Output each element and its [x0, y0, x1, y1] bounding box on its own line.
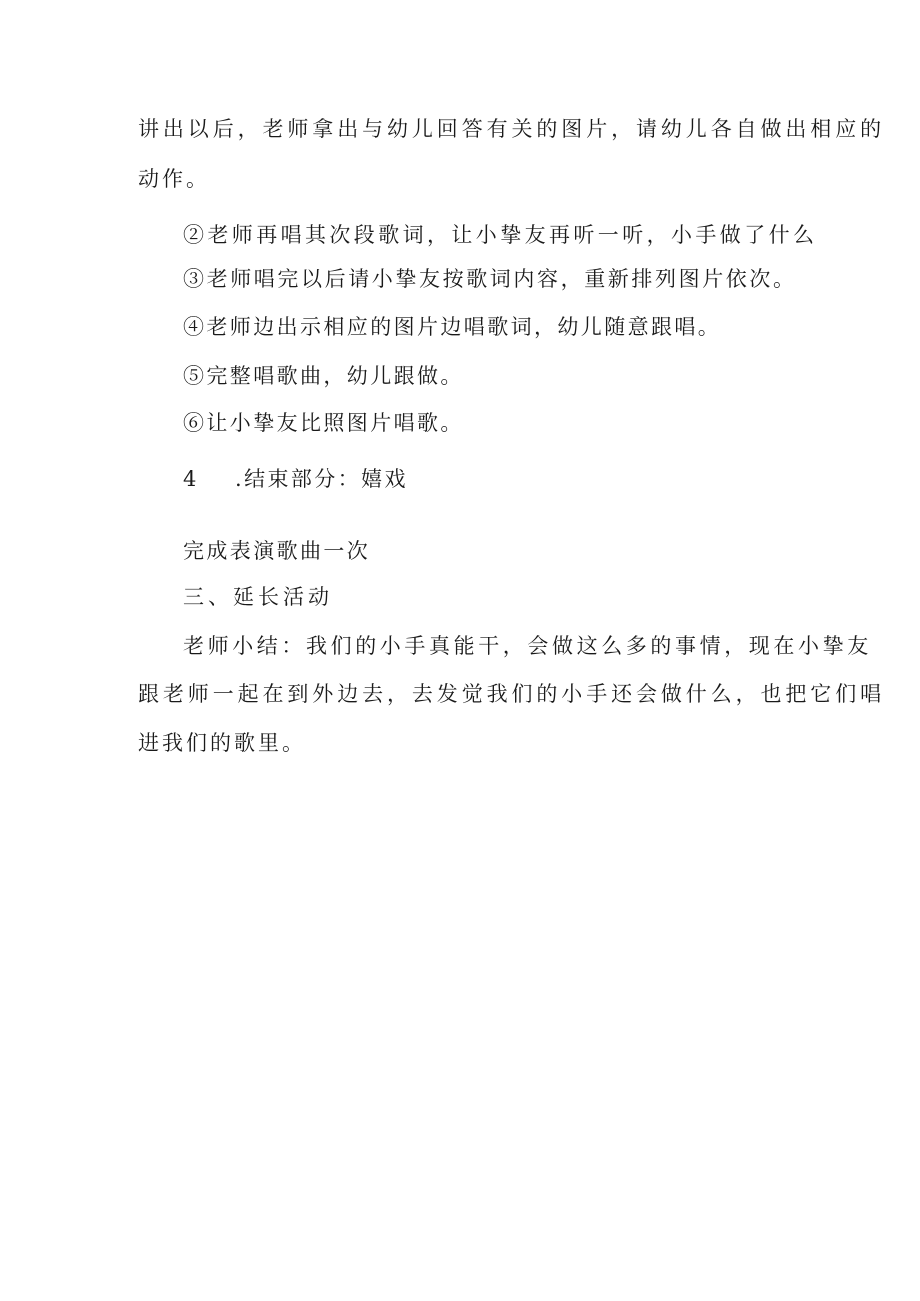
step-item: ④老师边出示相应的图片边唱歌词，幼儿随意跟唱。	[183, 315, 722, 339]
paragraph-line: 讲出以后，老师拿出与幼儿回答有关的图片，请幼儿各自做出相应的	[138, 117, 885, 141]
step-item: ③老师唱完以后请小挚友按歌词内容，重新排列图片依次。	[183, 267, 797, 291]
section-heading: 三、延长活动	[183, 585, 333, 609]
step-item: ⑥让小挚友比照图片唱歌。	[183, 411, 464, 435]
step-item: ⑤完整唱歌曲，幼儿跟做。	[183, 364, 464, 388]
section-title: .结束部分：嬉戏	[235, 467, 408, 491]
section-heading	[183, 465, 408, 493]
section-number: 4	[183, 467, 197, 491]
paragraph-line: 进我们的歌里。	[138, 731, 306, 755]
paragraph-line: 跟老师一起在到外边去，去发觉我们的小手还会做什么，也把它们唱	[138, 682, 885, 706]
paragraph-line: 完成表演歌曲一次	[183, 539, 371, 563]
step-item: ②老师再唱其次段歌词，让小挚友再听一听，小手做了什么	[183, 223, 818, 247]
paragraph-line: 老师小结：我们的小手真能干，会做这么多的事情，现在小挚友	[183, 634, 872, 658]
paragraph-line: 动作。	[138, 167, 210, 191]
